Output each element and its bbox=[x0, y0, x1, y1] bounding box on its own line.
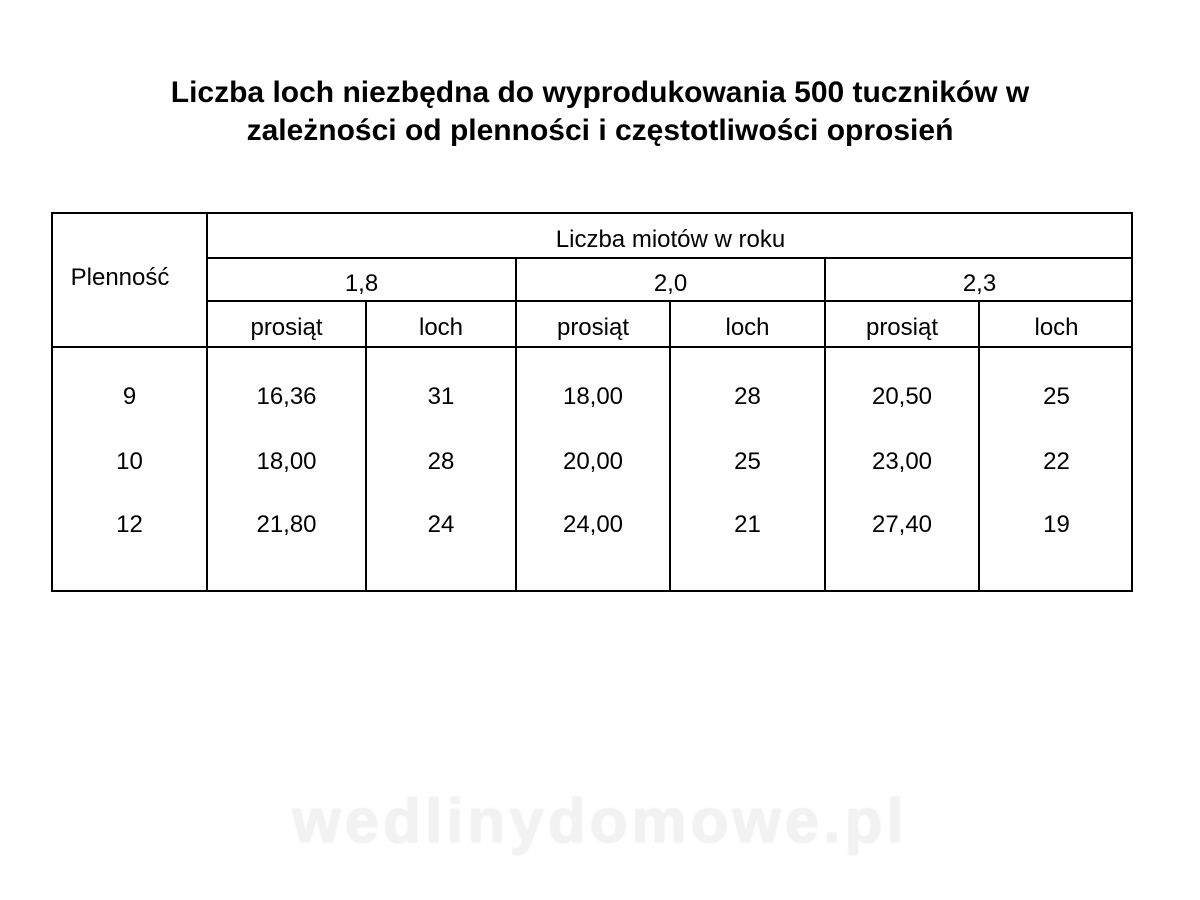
table-cell: 24 bbox=[427, 511, 455, 538]
table-cell-plennosc: 12 bbox=[116, 511, 143, 538]
table-cell: 21,80 bbox=[256, 511, 317, 538]
title-line-2: zależności od plenności i częstotliwości oprosień bbox=[246, 114, 954, 147]
subheader-cell: prosiąt bbox=[250, 314, 323, 341]
col-divider-4 bbox=[824, 258, 826, 592]
header-divider-3 bbox=[53, 346, 1133, 348]
watermark: wedlinydomowe.pl bbox=[292, 787, 908, 856]
page-title bbox=[0, 74, 1200, 150]
subheader-cell: prosiąt bbox=[556, 314, 630, 341]
table-cell: 20,00 bbox=[562, 448, 624, 475]
header-divider-1 bbox=[207, 257, 1133, 259]
litter-header: 2,0 bbox=[653, 270, 688, 297]
table-cell: 31 bbox=[427, 383, 455, 410]
title-line-1: Liczba loch niezbędna do wyprodukowania 500 tuczników w bbox=[170, 76, 1030, 109]
subheader-cell: prosiąt bbox=[865, 314, 939, 341]
row-header-plennosc: Plenność bbox=[70, 264, 170, 291]
litter-header: 1,8 bbox=[344, 270, 379, 297]
col-divider-5 bbox=[978, 301, 980, 592]
col-divider-2 bbox=[515, 258, 517, 592]
table-cell: 28 bbox=[427, 448, 455, 475]
table-cell: 19 bbox=[1043, 511, 1070, 538]
subheader-cell: loch bbox=[725, 314, 770, 341]
subheader-cell: loch bbox=[1034, 314, 1079, 341]
litter-header: 2,3 bbox=[962, 270, 997, 297]
table-cell: 21 bbox=[734, 511, 761, 538]
table-cell: 18,00 bbox=[562, 383, 624, 410]
table-cell: 27,40 bbox=[871, 511, 933, 538]
table-cell: 18,00 bbox=[256, 448, 317, 475]
table-cell: 22 bbox=[1043, 448, 1070, 475]
col-divider-3 bbox=[669, 301, 671, 592]
table-cell: 28 bbox=[734, 383, 761, 410]
table-cell: 20,50 bbox=[871, 383, 933, 410]
col-divider-1 bbox=[365, 301, 367, 592]
table-cell: 25 bbox=[734, 448, 761, 475]
data-table bbox=[51, 212, 1133, 592]
table-cell: 25 bbox=[1043, 383, 1070, 410]
subheader-cell: loch bbox=[418, 314, 464, 341]
table-cell: 23,00 bbox=[871, 448, 933, 475]
group-header: Liczba miotów w roku bbox=[555, 226, 786, 253]
table-cell: 16,36 bbox=[256, 383, 317, 410]
table-cell-plennosc: 10 bbox=[116, 448, 143, 475]
table-cell-plennosc: 9 bbox=[122, 383, 137, 410]
table-cell: 24,00 bbox=[562, 511, 624, 538]
